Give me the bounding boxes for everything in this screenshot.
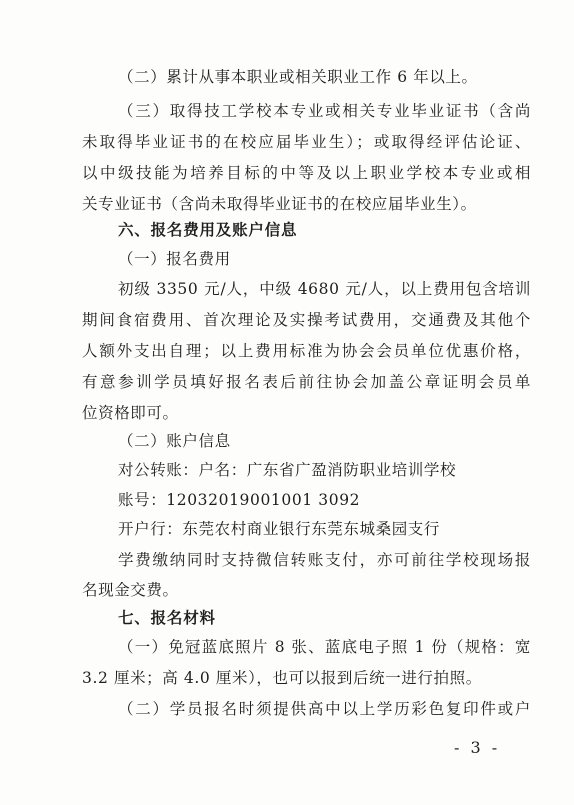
page-number: - 3 - <box>454 738 501 757</box>
paragraph-line-15: （二）学员报名时须提供高中以上学历彩色复印件或户 <box>118 700 531 718</box>
section-heading-seven: 七、报名材料 <box>118 609 216 627</box>
subheading-account-info: （二）账户信息 <box>118 432 231 450</box>
paragraph-line-5: 关专业证书（含尚未取得毕业证书的在校应届毕业生）。 <box>82 195 477 213</box>
account-number-line: 账号：12032019001001 3092 <box>118 491 361 509</box>
subheading-registration-fee: （一）报名费用 <box>118 250 231 268</box>
paragraph-line-14: 3.2 厘米；高 4.0 厘米），也可以报到后统一进行拍照。 <box>82 669 482 687</box>
paragraph-line-13: （一）免冠蓝底照片 8 张、蓝底电子照 1 份（规格：宽 <box>118 638 531 656</box>
section-heading-six: 六、报名费用及账户信息 <box>118 221 298 239</box>
paragraph-line-9: 有意参训学员填好报名表后前往协会加盖公章证明会员单 <box>82 373 531 391</box>
paragraph-line-6: 初级 3350 元/人，中级 4680 元/人，以上费用包含培训 <box>118 280 531 298</box>
paragraph-line-7: 期间食宿费用、首次理论及实操考试费用，交通费及其他个 <box>82 311 531 329</box>
paragraph-line-10: 位资格即可。 <box>82 404 179 422</box>
paragraph-line-2: （三）取得技工学校本专业或相关专业毕业证书（含尚 <box>118 102 531 120</box>
paragraph-line-8: 人额外支出自理；以上费用标准为协会会员单位优惠价格， <box>82 342 531 360</box>
bank-line: 开户行：东莞农村商业银行东莞东城桑园支行 <box>118 520 441 538</box>
paragraph-line-12: 名现金交费。 <box>82 581 179 599</box>
account-name-line: 对公转账：户名：广东省广盈消防职业培训学校 <box>118 461 457 479</box>
paragraph-line-11: 学费缴纳同时支持微信转账支付，亦可前往学校现场报 <box>118 551 531 569</box>
paragraph-line-1: （二）累计从事本职业或相关职业工作 6 年以上。 <box>118 68 478 86</box>
paragraph-line-3: 未取得毕业证书的在校应届毕业生）；或取得经评估论证、 <box>82 133 531 151</box>
paragraph-line-4: 以中级技能为培养目标的中等及以上职业学校本专业或相 <box>82 164 531 182</box>
